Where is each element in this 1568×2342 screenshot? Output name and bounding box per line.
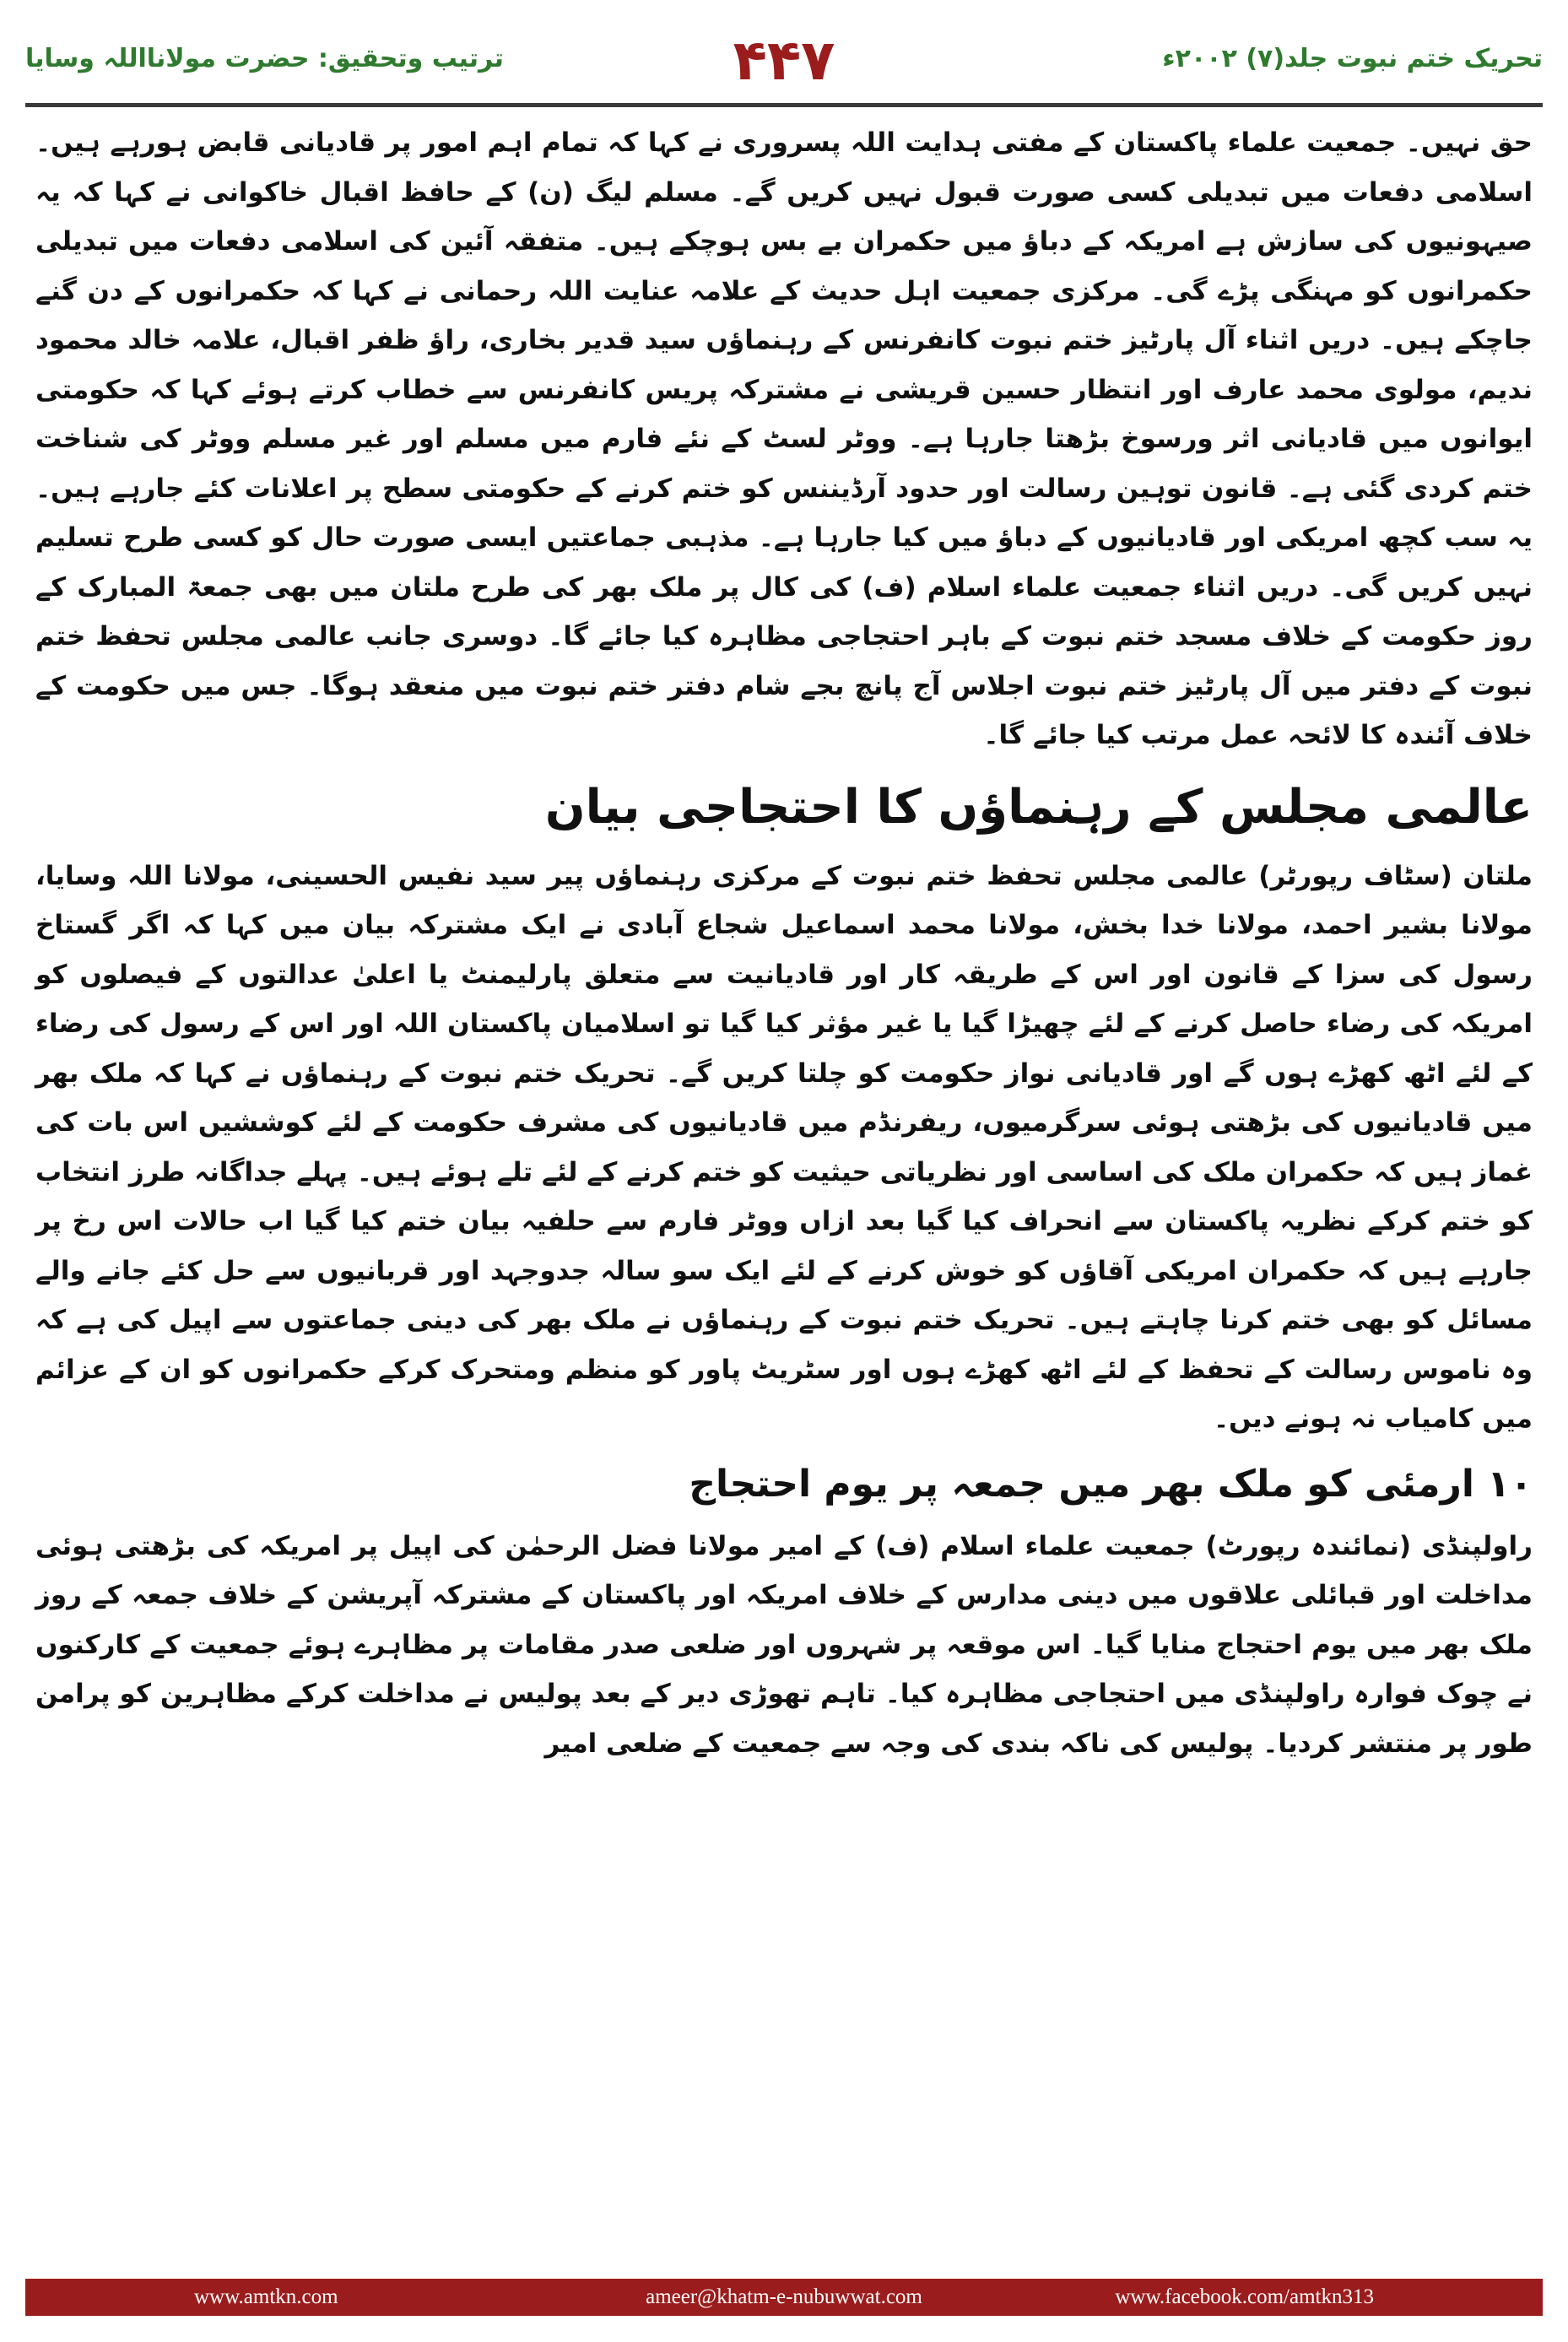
section-heading-protest-day: ۱۰ ارمئی کو ملک بھر میں جمعہ پر یوم احتجاج (689, 1462, 1533, 1506)
footer-website-link[interactable]: www.amtkn.com (194, 2285, 338, 2308)
article-body (35, 118, 1533, 1768)
paragraph-statement: ملتان (سٹاف رپورٹر) عالمی مجلس تحفظ ختم نبوت کے مرکزی رہنماؤں پیر سید نفیس الحسینی، مولانا اللہ وسایا، مولانا بشیر احمد، مولانا خدا بخش، مولانا محمد اسماعیل شجاع آبادی نے ایک مشترکہ بیان میں کہا کہ اگر گستاخ رسول کی سزا کے قانون اور اس کے طریقہ کار اور قادیانیت سے متعلق پارلیمنٹ یا اعلیٰ عدالتوں کے فیصلوں کو امریکہ کی رضاء حاصل کرنے کے لئے چھیڑا گیا یا غیر مؤثر کیا گیا تو اسلامیان پاکستان اللہ اور اس کے رسول کی رضاء کے لئے اٹھ کھڑے ہوں گے اور قادیانی نواز حکومت کو چلتا کریں گے۔ تحریک ختم نبوت کے رہنماؤں نے کہا کہ ملک بھر میں قادیانیوں کی بڑھتی ہوئی سرگرمیوں، ریفرنڈم میں قادیانیوں کی مشرف حکومت کے لئے کوششیں اس بات کی غماز ہیں کہ حکمران ملک کی اساسی اور نظریاتی حیثیت کو ختم کرنے کے لئے تلے ہوئے ہیں۔ پہلے جداگانہ طرز انتخاب کو ختم کرکے نظریہ پاکستان سے انحراف کیا گیا بعد ازاں ووٹر فارم سے حلفیہ بیان ختم کیا گیا اب حالات اس رخ پر جارہے ہیں کہ حکمران امریکی آقاؤں کو خوش کرنے کے لئے ایک سو سالہ جدوجہد اور قربانیوں سے حل کئے جانے والے مسائل کو بھی ختم کرنا چاہتے ہیں۔ تحریک ختم نبوت کے رہنماؤں نے ملک بھر کی دینی جماعتوں سے اپیل کی ہے کہ وہ ناموس رسالت کے تحفظ کے لئے اٹھ کھڑے ہوں اور سٹریٹ پاور کو منظم ومتحرک کرکے حکمرانوں کو ان کے عزائم میں کامیاب نہ ہونے دیں۔ (35, 860, 1533, 1434)
footer-email-link[interactable]: ameer@khatm-e-nubuwwat.com (646, 2285, 922, 2308)
footer-facebook-link[interactable]: www.facebook.com/amtkn313 (1115, 2285, 1374, 2308)
editor-credit: ترتیب وتحقیق: حضرت مولانااللہ وسایا (25, 44, 504, 73)
book-title: تحریک ختم نبوت جلد(۷) ۲۰۰۲ء (1162, 44, 1543, 73)
paragraph-protest-day: راولپنڈی (نمائندہ رپورٹ) جمعیت علماء اسلام (ف) کے امیر مولانا فضل الرحمٰن کی اپیل پر امریکہ کی بڑھتی ہوئی مداخلت اور قبائلی علاقوں میں دینی مدارس کے خلاف امریکہ اور پاکستان کے مشترکہ آپریشن کے خلاف جمعہ کے روز ملک بھر میں یوم احتجاج منایا گیا۔ اس موقعہ پر شہروں اور ضلعی صدر مقامات پر مظاہرے ہوئے جمعیت کے کارکنوں نے چوک فوارہ راولپنڈی میں احتجاجی مظاہرہ کیا۔ تاہم تھوڑی دیر کے بعد پولیس نے مداخلت کرکے مظاہرین کو پرامن طور پر منتشر کردیا۔ پولیس کی ناکہ بندی کی وجہ سے جمعیت کے ضلعی امیر (35, 1530, 1533, 1759)
section-heading-statement: عالمی مجلس کے رہنماؤں کا احتجاجی بیان (544, 779, 1533, 835)
page-footer (25, 2279, 1543, 2316)
paragraph-intro: حق نہیں۔ جمعیت علماء پاکستان کے مفتی ہدایت اللہ پسروری نے کہا کہ تمام اہم امور پر قادیانی قابض ہورہے ہیں۔ اسلامی دفعات میں تبدیلی کسی صورت قبول نہیں کریں گے۔ مسلم لیگ (ن) کے حافظ اقبال خاکوانی نے کہا کہ یہ صیہونیوں کی سازش ہے امریکہ کے دباؤ میں حکمران بے بس ہوچکے ہیں۔ متفقہ آئین کی اسلامی دفعات میں تبدیلی حکمرانوں کو مہنگی پڑے گی۔ مرکزی جمعیت اہل حدیث کے علامہ عنایت اللہ رحمانی نے کہا کہ حکمرانوں کے دن گنے جاچکے ہیں۔ دریں اثناء آل پارٹیز ختم نبوت کانفرنس کے رہنماؤں سید قدیر بخاری، راؤ ظفر اقبال، علامہ خالد محمود ندیم، مولوی محمد عارف اور انتظار حسین قریشی نے مشترکہ پریس کانفرنس سے خطاب کرتے ہوئے کہا کہ حکومتی ایوانوں میں قادیانی اثر ورسوخ بڑھتا جارہا ہے۔ ووٹر لسٹ کے نئے فارم میں مسلم اور غیر مسلم ووٹر کی شناخت ختم کردی گئی ہے۔ قانون توہین رسالت اور حدود آرڈیننس کو ختم کرنے کے حکومتی سطح پر اعلانات کئے جارہے ہیں۔ یہ سب کچھ امریکی اور قادیانیوں کے دباؤ میں کیا جارہا ہے۔ مذہبی جماعتیں ایسی صورت حال کو کسی طرح تسلیم نہیں کریں گی۔ دریں اثناء جمعیت علماء اسلام (ف) کی کال پر ملک بھر کی طرح ملتان میں بھی جمعۃ المبارک کے روز حکومت کے خلاف مسجد ختم نبوت کے باہر احتجاجی مظاہرہ کیا جائے گا۔ دوسری جانب عالمی مجلس تحفظ ختم نبوت کے دفتر میں آل پارٹیز ختم نبوت اجلاس آج پانچ بجے شام دفتر ختم نبوت میں منعقد ہوگا۔ جس میں حکومت کے خلاف آئندہ کا لائحہ عمل مرتب کیا جائے گا۔ (35, 127, 1533, 750)
page-header (25, 25, 1543, 110)
header-divider (25, 103, 1543, 107)
page-number: ۴۴۷ (733, 28, 835, 93)
